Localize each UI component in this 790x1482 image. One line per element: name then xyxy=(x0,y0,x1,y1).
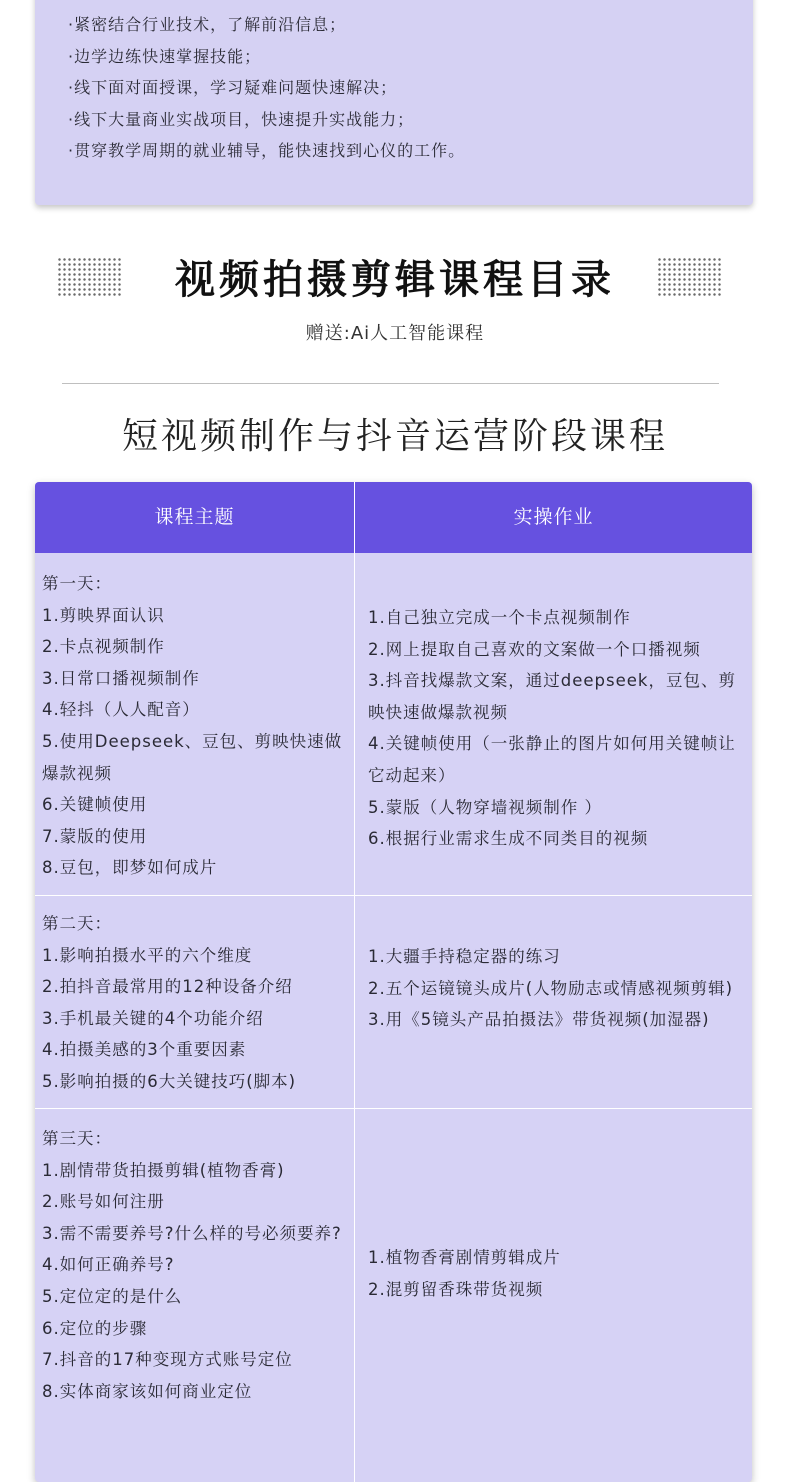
page-subtitle: 赠送:Ai人工智能课程 xyxy=(305,323,485,344)
page-title: 视频拍摄剪辑课程目录 xyxy=(175,257,615,303)
intro-line: ·线下面对面授课，学习疑难问题快速解决； xyxy=(68,78,398,97)
cell-line: 5.蒙版（人物穿墙视频制作 ） xyxy=(368,797,602,817)
cell-line: 1.剧情带货拍摄剪辑(植物香膏) xyxy=(42,1160,285,1180)
cell-line: 3.手机最关键的4个功能介绍 xyxy=(42,1008,264,1028)
cell-line: 8.实体商家该如何商业定位 xyxy=(42,1381,253,1401)
cell-line: 6.根据行业需求生成不同类目的视频 xyxy=(368,829,649,849)
cell-line: 3.抖音找爆款文案，通过deepseek，豆包、剪映快速做爆款视频 xyxy=(368,671,736,722)
cell-line: 4.关键帧使用（一张静止的图片如何用关键帧让它动起来） xyxy=(368,734,736,785)
table-cell-topic xyxy=(42,1123,354,1407)
title-row xyxy=(0,245,790,305)
table-cell-homework xyxy=(368,941,752,1036)
cell-line: 第一天： xyxy=(42,574,112,593)
intro-card xyxy=(35,0,753,205)
cell-line: 3.需不需要养号?什么样的号必须要养? xyxy=(42,1223,342,1243)
divider xyxy=(62,383,719,384)
cell-line: 4.轻抖（人人配音） xyxy=(42,700,200,720)
cell-line: 3.日常口播视频制作 xyxy=(42,668,200,688)
cell-line: 8.豆包，即梦如何成片 xyxy=(42,858,218,878)
cell-line: 4.拍摄美感的3个重要因素 xyxy=(42,1040,247,1060)
cell-line: 5.定位定的是什么 xyxy=(42,1286,183,1306)
table-cell-homework xyxy=(368,1242,752,1305)
cell-line: 1.大疆手持稳定器的练习 xyxy=(368,947,561,966)
cell-line: 1.植物香膏剧情剪辑成片 xyxy=(368,1248,561,1267)
cell-line: 2.卡点视频制作 xyxy=(42,637,165,657)
cell-line: 7.抖音的17种变现方式账号定位 xyxy=(42,1350,293,1370)
dot-pattern-decoration xyxy=(657,257,723,297)
row-divider xyxy=(35,895,752,896)
cell-line: 5.影响拍摄的6大关键技巧(脚本) xyxy=(42,1071,297,1091)
cell-line: 第二天： xyxy=(42,914,112,933)
cell-line: 5.使用Deepseek、豆包、剪映快速做爆款视频 xyxy=(42,731,343,783)
cell-line: 2.账号如何注册 xyxy=(42,1192,165,1212)
intro-line: ·贯穿教学周期的就业辅导，能快速找到心仪的工作。 xyxy=(68,141,466,160)
cell-line: 2.混剪留香珠带货视频 xyxy=(368,1279,544,1299)
intro-line: ·紧密结合行业技术，了解前沿信息； xyxy=(68,15,347,34)
table-cell-topic xyxy=(42,568,354,884)
table-cell-topic xyxy=(42,908,354,1098)
cell-line: 1.影响拍摄水平的六个维度 xyxy=(42,945,253,965)
table-cell-homework xyxy=(368,602,752,855)
column-header-topic: 课程主题 xyxy=(154,506,235,528)
column-header-homework: 实操作业 xyxy=(513,506,594,528)
intro-line: ·线下大量商业实战项目，快速提升实战能力； xyxy=(68,109,415,129)
cell-line: 第三天： xyxy=(42,1129,112,1148)
cell-line: 4.如何正确养号? xyxy=(42,1255,175,1275)
cell-line: 2.网上提取自己喜欢的文案做一个口播视频 xyxy=(368,639,701,659)
table-header xyxy=(35,482,752,553)
cell-line: 1.自己独立完成一个卡点视频制作 xyxy=(368,608,631,627)
cell-line: 1.剪映界面认识 xyxy=(42,605,165,625)
cell-line: 2.拍抖音最常用的12种设备介绍 xyxy=(42,977,293,997)
cell-line: 2.五个运镜镜头成片(人物励志或情感视频剪辑) xyxy=(368,978,734,998)
cell-line: 6.定位的步骤 xyxy=(42,1318,148,1338)
column-divider xyxy=(354,482,355,1482)
section-title: 短视频制作与抖音运营阶段课程 xyxy=(121,416,668,457)
course-table xyxy=(35,482,752,1482)
cell-line: 7.蒙版的使用 xyxy=(42,826,148,846)
cell-line: 6.关键帧使用 xyxy=(42,795,148,815)
cell-line: 3.用《5镜头产品拍摄法》带货视频(加湿器) xyxy=(368,1010,710,1030)
row-divider xyxy=(35,1108,752,1109)
intro-line: ·边学边练快速掌握技能； xyxy=(68,46,262,66)
